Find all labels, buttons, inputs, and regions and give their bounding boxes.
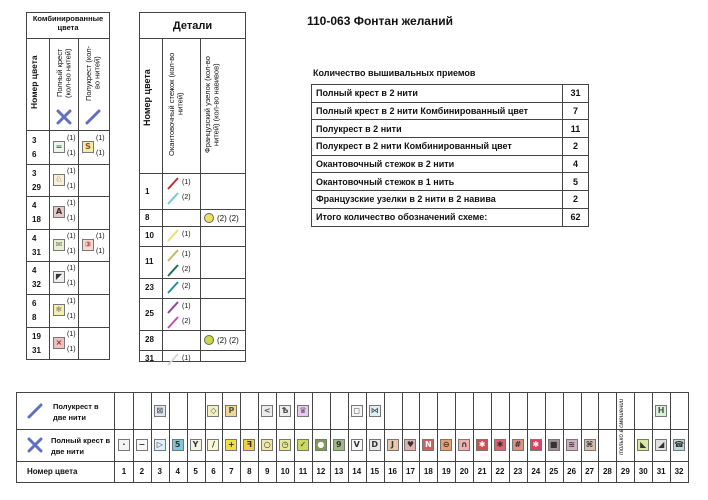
full-cross-symbol: ✱	[494, 439, 506, 451]
summary-value: 7	[563, 102, 589, 120]
full-label: Полный крест в две нити	[51, 436, 111, 457]
full-cross-symbol: N	[422, 439, 434, 451]
color-number: 23	[145, 283, 154, 292]
full-cross-symbol: ×	[53, 337, 65, 349]
full-cross-symbol: 9	[333, 439, 345, 451]
full-cross-symbol: ☎	[674, 440, 685, 449]
color-number: 18	[32, 215, 41, 225]
knot-count: (2) (2)	[217, 336, 239, 345]
color-number: 5	[193, 467, 198, 476]
color-number: 32	[674, 467, 684, 476]
thread-count: (1)	[96, 232, 105, 240]
color-number: 28	[145, 335, 154, 344]
color-number: 28	[602, 467, 612, 476]
color-number: 6	[32, 150, 37, 159]
color-number: 22	[495, 467, 505, 476]
summary-row	[312, 173, 589, 191]
summary-label: Полный крест в 2 нити	[312, 85, 563, 103]
full-cross-symbol: #	[512, 439, 524, 451]
full-cross-symbol: ·	[118, 439, 130, 451]
row-divider	[27, 196, 109, 197]
french-knot	[204, 213, 214, 223]
color-number: 19	[441, 467, 451, 476]
summary-label: Итого количество обозначений схеме:	[312, 208, 563, 226]
summary-value: 62	[563, 208, 589, 226]
full-cross-symbol: ∩	[458, 439, 470, 451]
full-cross-symbol: 5	[172, 439, 184, 451]
row-divider	[27, 164, 109, 165]
color-number: 11	[145, 257, 154, 266]
color-number: 10	[145, 231, 154, 240]
french-knot	[204, 335, 214, 345]
color-number: 14	[352, 467, 362, 476]
row-divider	[27, 261, 109, 262]
summary-value: 5	[563, 173, 589, 191]
thread-count: (1)	[67, 313, 76, 320]
row-divider	[140, 278, 245, 279]
thread-count: (1)	[67, 330, 76, 338]
backstitch-line	[166, 264, 180, 277]
color-number: 3	[32, 136, 37, 145]
summary-header: Количество вышивальных приемов	[313, 68, 476, 78]
combined-col-number: Номер цвета	[29, 55, 39, 109]
summary-label: Окантовочный стежок в 2 нити	[312, 155, 563, 173]
thread-count: (1)	[67, 215, 76, 223]
full-cross-symbol: ○	[261, 439, 273, 451]
summary-label: Полукрест в 2 нити Комбинированный цвет	[312, 138, 563, 156]
full-cross-icon	[27, 437, 43, 453]
thread-count: (2)	[182, 283, 191, 290]
details-header: Детали	[140, 13, 245, 39]
color-number: 3	[157, 467, 162, 476]
details-col-french: Французский узелок (кол-во нитей) (кол-во навивов)	[203, 56, 221, 154]
summary-label: Полукрест в 2 нити	[312, 120, 563, 138]
full-cross-symbol: ✉	[53, 239, 65, 251]
row-divider	[140, 330, 245, 331]
color-number: 31	[32, 247, 41, 257]
color-number: 24	[531, 467, 541, 476]
full-cross-symbol: +	[225, 439, 237, 451]
summary-value: 2	[563, 191, 589, 209]
full-cross-symbol: ●	[315, 439, 327, 451]
full-cross-symbol: −	[136, 439, 148, 451]
row-divider	[140, 226, 245, 227]
backstitch-line	[166, 281, 180, 294]
half-cross-icon	[85, 109, 101, 125]
summary-label: Полный крест в 2 нити Комбинированный цвет	[312, 102, 563, 120]
details-col-number: Номер цвета	[142, 69, 152, 127]
full-cross-symbol: ◢	[655, 439, 667, 451]
color-number: 26	[567, 467, 577, 476]
full-cross-symbol: ❄	[53, 304, 65, 316]
thread-count: (1)	[67, 247, 76, 255]
thread-count: (1)	[67, 298, 76, 305]
combined-colors-table	[26, 12, 110, 360]
thread-count: (1)	[96, 135, 105, 142]
color-number: 17	[406, 467, 415, 476]
summary-value: 2	[563, 138, 589, 156]
summary-table	[311, 84, 589, 227]
summary-row	[312, 85, 589, 103]
full-cross-symbol: ✱	[476, 439, 488, 451]
color-number: 25	[549, 467, 559, 476]
full-cross-symbol: ■	[548, 439, 560, 451]
full-cross-symbol: J	[387, 439, 399, 451]
thread-count: (1)	[67, 265, 76, 273]
details-table	[139, 12, 246, 362]
color-number: 10	[280, 467, 290, 476]
color-number: 7	[229, 467, 234, 476]
color-number: 31	[656, 467, 666, 476]
summary-label: Окантовочный стежок в 1 нить	[312, 173, 563, 191]
summary-row	[312, 138, 589, 156]
full-cross-symbol: ◷	[279, 439, 291, 451]
half-label: Полукрест в две нити	[53, 402, 99, 423]
note-only-in-mix: только в смешении	[619, 398, 626, 456]
color-number: 21	[477, 467, 487, 476]
backstitch-line	[166, 353, 180, 366]
half-cross-icon	[27, 403, 43, 419]
color-number: 16	[388, 467, 397, 476]
color-number: 1	[121, 467, 127, 476]
page-title: 110-063 Фонтан желаний	[307, 14, 453, 28]
half-cross-symbol: P	[225, 405, 237, 417]
color-number: 31	[32, 345, 41, 355]
half-cross-symbol: ⊠	[154, 405, 166, 417]
summary-label: Французские узелки в 2 нити в 2 навива	[312, 191, 563, 209]
color-number: 12	[316, 467, 326, 476]
knot-count: (2) (2)	[217, 213, 239, 223]
full-cross-symbol: ♥	[404, 439, 416, 451]
color-number: 3	[32, 168, 37, 178]
thread-count: (2)	[182, 318, 191, 325]
summary-value: 4	[563, 155, 589, 173]
thread-count: (1)	[182, 231, 191, 238]
summary-value: 31	[563, 85, 589, 103]
backstitch-line	[166, 229, 180, 242]
color-number: 25	[145, 309, 154, 318]
full-cross-symbol: D	[369, 439, 381, 451]
color-number: 13	[334, 467, 344, 476]
thread-count: (1)	[67, 280, 76, 288]
backstitch-line	[166, 177, 180, 190]
color-number: 18	[423, 467, 433, 476]
backstitch-line	[166, 249, 180, 262]
half-cross-symbol: ③	[82, 239, 94, 251]
summary-row	[312, 120, 589, 138]
thread-count: (1)	[182, 251, 191, 258]
full-cross-symbol: =	[53, 141, 65, 153]
full-cross-symbol: ▷	[154, 439, 166, 451]
row-divider	[27, 327, 109, 328]
full-cross-symbol: A	[53, 206, 65, 218]
bottom-legend	[16, 392, 689, 483]
summary-row	[312, 155, 589, 173]
combined-col-full: Полный крест (кол-во нитей)	[55, 48, 73, 98]
row-divider	[27, 229, 109, 230]
color-number: 29	[32, 182, 41, 192]
summary-row	[312, 208, 589, 226]
color-number: 31	[145, 353, 154, 363]
color-number: 27	[585, 467, 594, 476]
summary-value: 11	[563, 120, 589, 138]
half-cross-symbol: H	[655, 405, 667, 417]
color-number: 4	[175, 467, 180, 476]
full-cross-symbol: ◣	[637, 439, 649, 451]
full-cross-symbol: V	[351, 439, 363, 451]
color-number: 4	[32, 201, 37, 211]
color-number: 20	[459, 467, 469, 476]
full-cross-icon	[56, 109, 72, 125]
color-number: 29	[620, 467, 630, 476]
backstitch-line	[166, 301, 180, 314]
thread-count: (1)	[96, 247, 105, 255]
thread-count: (1)	[67, 200, 76, 208]
half-cross-symbol: ◻	[351, 405, 363, 417]
color-number: 11	[298, 467, 308, 476]
color-number: 32	[32, 280, 41, 290]
details-col-backstitch: Окантовочный стежок (кол-во нитей)	[167, 52, 185, 156]
color-number: 19	[32, 331, 41, 341]
thread-count: (1)	[182, 303, 191, 310]
half-cross-symbol: Ѣ	[279, 405, 291, 417]
color-number: 8	[32, 313, 37, 322]
full-cross-symbol: ꟻ	[243, 439, 255, 451]
summary-row	[312, 191, 589, 209]
thread-count: (1)	[67, 182, 76, 190]
row-divider	[140, 246, 245, 247]
row-divider	[140, 298, 245, 299]
thread-count: (1)	[67, 232, 76, 240]
row-divider	[140, 350, 245, 351]
color-number: 23	[513, 467, 523, 476]
combined-col-half: Полукрест (кол-во нитей)	[84, 45, 102, 101]
thread-count: (1)	[67, 167, 76, 175]
full-cross-symbol: ✱	[530, 439, 542, 451]
full-cross-symbol: ◤	[53, 271, 65, 283]
color-number: 2	[139, 467, 145, 476]
color-number: 9	[264, 467, 270, 476]
combined-header: Комбинированные цвета	[27, 13, 109, 39]
color-number: 6	[211, 467, 216, 476]
color-number: 4	[32, 266, 37, 276]
thread-count: (2)	[182, 194, 191, 201]
full-cross-symbol: ✓	[297, 439, 309, 451]
half-cross-symbol: S	[82, 141, 94, 153]
summary-row	[312, 102, 589, 120]
thread-count: (1)	[182, 355, 191, 362]
thread-count: (1)	[67, 150, 76, 157]
full-cross-symbol: ♘	[53, 174, 65, 186]
half-cross-symbol: <	[261, 405, 273, 417]
color-number: 15	[370, 467, 380, 476]
thread-count: (1)	[96, 150, 105, 157]
color-number: 8	[247, 467, 252, 476]
row-divider	[27, 294, 109, 295]
color-number: 30	[638, 467, 648, 476]
half-cross-symbol: ♛	[297, 405, 309, 417]
color-number: 4	[32, 233, 37, 243]
color-number: 1	[145, 186, 150, 196]
thread-count: (1)	[67, 345, 76, 353]
full-cross-symbol: ⌘	[584, 439, 596, 451]
color-number: 6	[32, 299, 37, 308]
row-divider	[140, 209, 245, 210]
full-cross-symbol: Y	[190, 439, 202, 451]
color-number: 8	[145, 212, 150, 222]
half-cross-symbol: ⋈	[370, 406, 379, 415]
thread-count: (2)	[182, 266, 191, 273]
backstitch-line	[166, 192, 180, 205]
full-cross-symbol: ≋	[566, 439, 578, 451]
half-cross-symbol: ◇	[207, 405, 219, 417]
full-cross-symbol: ⊖	[440, 439, 452, 451]
full-cross-symbol: /	[207, 439, 219, 451]
backstitch-line	[166, 316, 180, 329]
number-label: Номер цвета	[27, 467, 78, 476]
thread-count: (1)	[182, 179, 191, 186]
thread-count: (1)	[67, 135, 76, 142]
